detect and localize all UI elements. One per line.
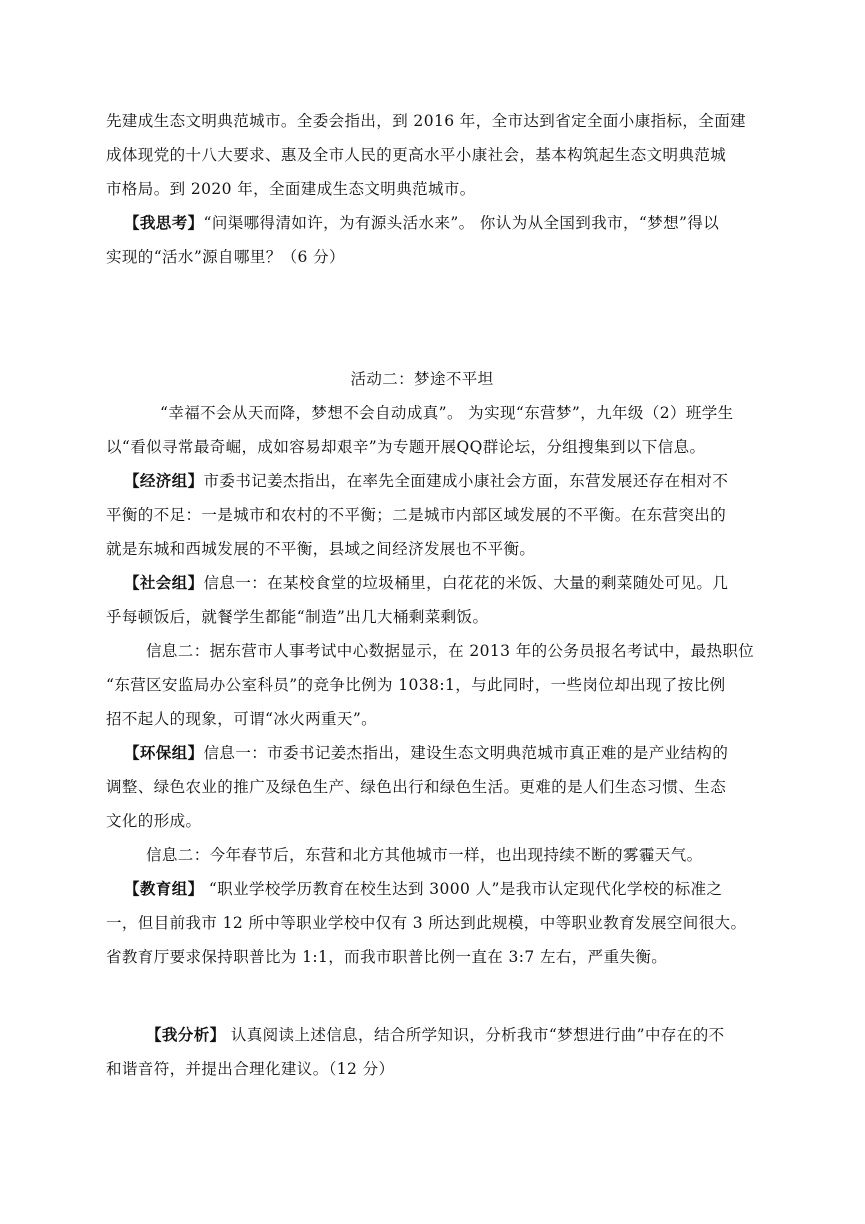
env-group-line-3: 文化的形成。: [106, 812, 202, 830]
think-question-line-1: [106, 206, 738, 240]
env-tag: 【环保组】: [124, 743, 204, 762]
econ-tag: 【经济组】: [124, 471, 204, 490]
social-group-line-2: 乎每顿饭后，就餐学生都能“制造”出几大桶剩菜剩饭。: [106, 608, 489, 626]
intro-line-2: 以“看似寻常最奇崛，成如容易却艰辛”为专题开展QQ群论坛，分组搜集到以下信息。: [106, 438, 706, 456]
edu-group-line-2: 一，但目前我市 12 所中等职业学校中仅有 3 所达到此规模，中等职业教育发展空间很大。: [106, 914, 747, 932]
social-text: 信息一：在某校食堂的垃圾桶里，白花花的米饭、大量的剩菜随处可见。几: [203, 574, 729, 592]
paragraph-goal-line-1: 先建成生态文明典范城市。全委会指出，到 2016 年，全市达到省定全面小康指标，全面建: [106, 112, 747, 130]
analyze-question-line-1: [106, 1018, 738, 1052]
analyze-text: 认真阅读上述信息，结合所学知识，分析我市“梦想进行曲”中存在的不: [225, 1026, 725, 1044]
analyze-tag: 【我分析】: [146, 1025, 226, 1044]
econ-group-line-2: 平衡的不足：一是城市和农村的不平衡；二是城市内部区域发展的不平衡。在东营突出的: [106, 506, 727, 524]
edu-tag: 【教育组】: [124, 879, 204, 898]
env-group-line-1: [106, 736, 738, 770]
paragraph-goal-line-2: 成体现党的十八大要求、惠及全市人民的更高水平小康社会，基本构筑起生态文明典范城: [106, 146, 727, 164]
think-text: “问渠哪得清如许，为有源头活水来”。 你认为从全国到我市，“梦想”得以: [203, 214, 720, 232]
econ-group-line-1: [106, 464, 738, 498]
edu-text: “职业学校学历教育在校生达到 3000 人”是我市认定现代化学校的标准之: [203, 880, 723, 898]
spacer: [106, 974, 738, 1018]
think-tag: 【我思考】: [124, 213, 204, 232]
env-group-line-2: 调整、绿色农业的推广及绿色生产、绿色出行和绿色生活。更难的是人们生态习惯、生态: [106, 778, 727, 796]
social-info2-line-1: 信息二：据东营市人事考试中心数据显示，在 2013 年的公务员报名考试中，最热职位: [146, 642, 755, 660]
spacer: [106, 274, 738, 362]
econ-text: 市委书记姜杰指出，在率先全面建成小康社会方面，东营发展还存在相对不: [203, 472, 729, 490]
social-tag: 【社会组】: [124, 573, 204, 592]
econ-group-line-3: 就是东城和西城发展的不平衡，县域之间经济发展也不平衡。: [106, 540, 536, 558]
analyze-question-line-2: 和谐音符，并提出合理化建议。（12 分）: [106, 1060, 395, 1078]
think-question-line-2: 实现的“活水”源自哪里？（6 分）: [106, 248, 345, 266]
social-info2-line-3: 招不起人的现象，可谓“冰火两重天”。: [106, 710, 378, 728]
social-group-line-1: [106, 566, 738, 600]
edu-group-line-1: [106, 872, 738, 906]
paragraph-goal-line-3: 市格局。到 2020 年，全面建成生态文明典范城市。: [106, 180, 476, 198]
env-text: 信息一：市委书记姜杰指出，建设生态文明典范城市真正难的是产业结构的: [203, 744, 729, 762]
social-info2-line-2: “东营区安监局办公室科员”的竞争比例为 1038:1，与此同时，一些岗位却出现了按比例: [106, 676, 726, 694]
env-info2: 信息二：今年春节后，东营和北方其他城市一样，也出现持续不断的雾霾天气。: [146, 846, 703, 864]
document-page: [106, 104, 755, 1086]
activity-2-title: 活动二：梦途不平坦: [350, 370, 494, 388]
edu-group-line-3: 省教育厅要求保持职普比为 1:1，而我市职普比例一直在 3:7 左右，严重失衡。: [106, 948, 668, 966]
intro-line-1: “幸福不会从天而降，梦想不会自动成真”。 为实现“东营梦”，九年级（2）班学生: [160, 404, 734, 422]
